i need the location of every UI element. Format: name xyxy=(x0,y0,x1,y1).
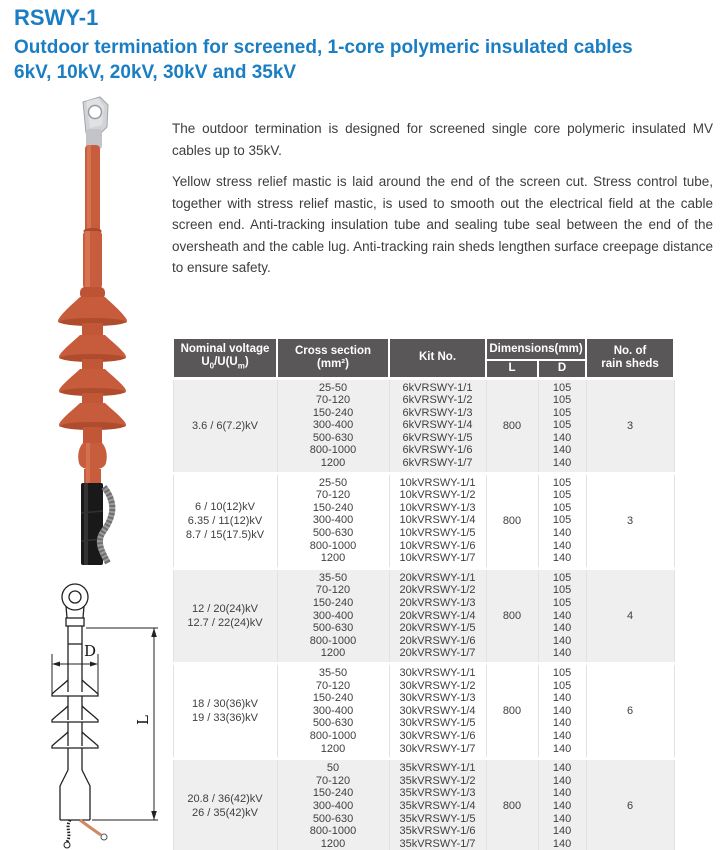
cell-cross-sections: 25-50 70-120 150-240 300-400 500-630 800-1000 1200 xyxy=(277,473,389,568)
technical-drawing xyxy=(8,572,178,850)
cell-dimension-d: 105 105 105 105 140 140 140 xyxy=(538,378,586,473)
col-header-kit-no: Kit No. xyxy=(389,338,486,378)
col-header-dim-d: D xyxy=(538,360,586,378)
dimension-drawing-graphic xyxy=(8,572,178,850)
col-header-dim-l: L xyxy=(486,360,538,378)
cell-dimension-l: 800 xyxy=(486,378,538,473)
cell-rain-sheds: 6 xyxy=(586,663,674,758)
cell-dimension-l: 800 xyxy=(486,568,538,663)
cell-nominal-voltage: 12 / 20(24)kV 12.7 / 22(24)kV xyxy=(173,568,277,663)
spec-table-container xyxy=(172,337,673,850)
voltage-class-row xyxy=(173,568,674,663)
product-photo xyxy=(10,95,170,565)
col-header-rain-sheds: No. of rain sheds xyxy=(586,338,674,378)
cell-kit-numbers: 20kVRSWY-1/1 20kVRSWY-1/2 20kVRSWY-1/3 20kVRSWY-1/4 20kVRSWY-1/5 20kVRSWY-1/6 20kVRSWY-1/7 xyxy=(389,568,486,663)
cell-rain-sheds: 3 xyxy=(586,378,674,473)
cell-kit-numbers: 6kVRSWY-1/1 6kVRSWY-1/2 6kVRSWY-1/3 6kVRSWY-1/4 6kVRSWY-1/5 6kVRSWY-1/6 6kVRSWY-1/7 xyxy=(389,378,486,473)
cell-dimension-l: 800 xyxy=(486,663,538,758)
page-title-voltages: 6kV, 10kV, 20kV, 30kV and 35kV xyxy=(14,62,297,83)
description-paragraph-1: The outdoor termination is designed for screened single core polymeric insulated MV cables up to 35kV. xyxy=(172,121,713,158)
cell-cross-sections: 35-50 70-120 150-240 300-400 500-630 800-1000 1200 xyxy=(277,568,389,663)
cell-dimension-l: 800 xyxy=(486,473,538,568)
col-header-nominal-voltage: Nominal voltage $U_0/U(U_m)$ xyxy=(173,338,277,378)
cell-nominal-voltage: 6 / 10(12)kV 6.35 / 11(12)kV 8.7 / 15(17.5)kV xyxy=(173,473,277,568)
termination-photo-graphic xyxy=(10,95,170,565)
cell-dimension-d: 140 140 140 140 140 140 140 xyxy=(538,759,586,850)
cell-kit-numbers: 35kVRSWY-1/1 35kVRSWY-1/2 35kVRSWY-1/3 35kVRSWY-1/4 35kVRSWY-1/5 35kVRSWY-1/6 35kVRSWY-1/7 xyxy=(389,759,486,850)
cell-rain-sheds: 4 xyxy=(586,568,674,663)
cell-dimension-d: 105 105 105 105 140 140 140 xyxy=(538,473,586,568)
cell-kit-numbers: 30kVRSWY-1/1 30kVRSWY-1/2 30kVRSWY-1/3 30kVRSWY-1/4 30kVRSWY-1/5 30kVRSWY-1/6 30kVRSWY-1/7 xyxy=(389,663,486,758)
voltage-class-row xyxy=(173,759,674,850)
cell-cross-sections: 50 70-120 150-240 300-400 500-630 800-1000 1200 xyxy=(277,759,389,850)
spec-table xyxy=(172,337,675,850)
col-header-cross-section: Cross section (mm²) xyxy=(277,338,389,378)
voltage-symbol: $U_0/U(U_m)$ xyxy=(201,356,249,371)
table-body xyxy=(173,378,674,850)
title-block xyxy=(14,5,714,85)
voltage-class-row xyxy=(173,378,674,473)
cell-kit-numbers: 10kVRSWY-1/1 10kVRSWY-1/2 10kVRSWY-1/3 10kVRSWY-1/4 10kVRSWY-1/5 10kVRSWY-1/6 10kVRSWY-1/7 xyxy=(389,473,486,568)
drawing-label-l: L xyxy=(134,715,152,725)
cell-nominal-voltage: 18 / 30(36)kV 19 / 33(36)kV xyxy=(173,663,277,758)
col-header-dimensions: Dimensions(mm) xyxy=(486,338,586,360)
description-paragraph-2: Yellow stress relief mastic is laid around the end of the screen cut. Stress control tube, together with stress relief mastic, is used to smooth out the electrical field at the cable screen end. Anti-tracking insulation tube and sealing tube seal between the end of the oversheath and the cable lug. Anti-tracking rain sheds lengthen surface creepage distance to ensure safety. xyxy=(172,174,713,275)
product-code-title: RSWY-1 xyxy=(14,5,99,30)
drawing-label-d: D xyxy=(84,642,97,660)
cell-rain-sheds: 6 xyxy=(586,759,674,850)
cell-dimension-d: 105 105 105 140 140 140 140 xyxy=(538,568,586,663)
cell-dimension-l: 800 xyxy=(486,759,538,850)
description xyxy=(172,118,713,279)
cell-cross-sections: 35-50 70-120 150-240 300-400 500-630 800-1000 1200 xyxy=(277,663,389,758)
page-title: Outdoor termination for screened, 1-core polymeric insulated cables xyxy=(14,37,633,58)
cell-cross-sections: 25-50 70-120 150-240 300-400 500-630 800-1000 1200 xyxy=(277,378,389,473)
cell-nominal-voltage: 3.6 / 6(7.2)kV xyxy=(173,378,277,473)
cell-dimension-d: 105 105 140 140 140 140 140 xyxy=(538,663,586,758)
voltage-class-row xyxy=(173,473,674,568)
voltage-class-row xyxy=(173,663,674,758)
cell-rain-sheds: 3 xyxy=(586,473,674,568)
table-header xyxy=(173,338,674,378)
cell-nominal-voltage: 20.8 / 36(42)kV 26 / 35(42)kV xyxy=(173,759,277,850)
